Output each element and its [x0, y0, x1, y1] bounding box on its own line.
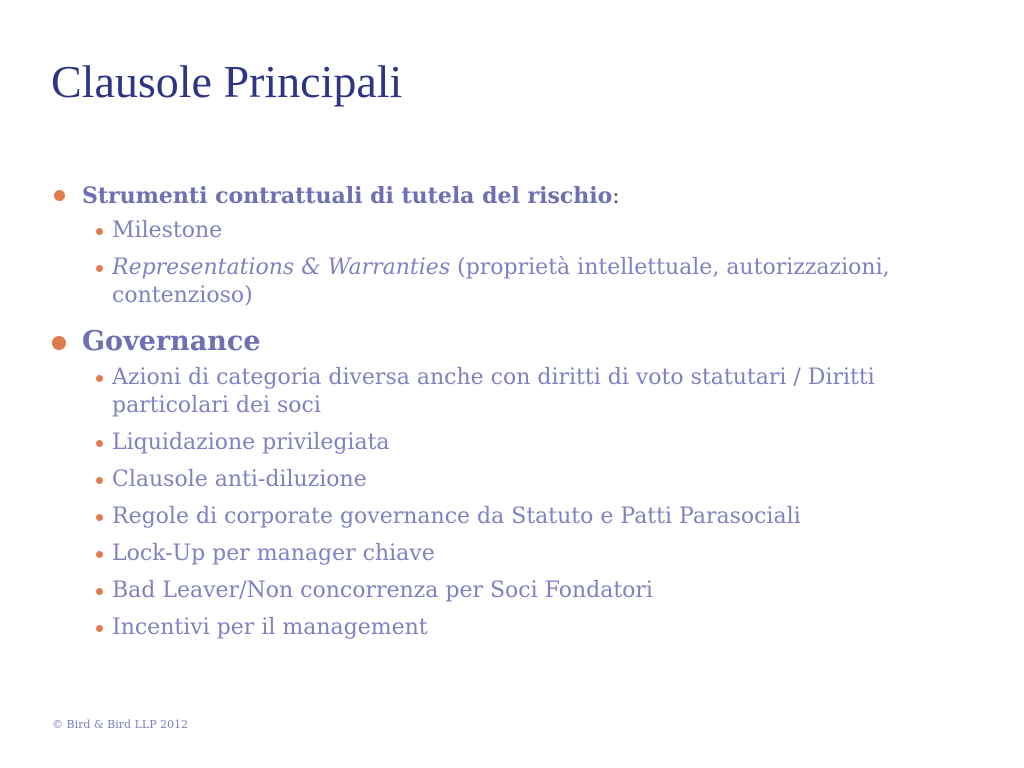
bullet-dot-icon [96, 265, 103, 272]
list-item [96, 577, 952, 605]
slide-content [52, 178, 952, 651]
slide-title: Clausole Principali [51, 56, 403, 107]
list-item-text: Clausole anti-diluzione [112, 467, 367, 492]
bullet-dot-icon [96, 228, 103, 235]
sub-list [82, 364, 952, 642]
list-item [96, 540, 952, 568]
bullet-dot-icon [96, 551, 103, 558]
list-item [96, 503, 952, 531]
bullet-dot-icon [54, 190, 65, 201]
section-heading-text: Strumenti contrattuali di tutela del rischio [82, 183, 613, 209]
list-item-text: Regole di corporate governance da Statuto e Patti Parasociali [112, 504, 801, 529]
bullet-dot-icon [96, 625, 103, 632]
list-item-text: (proprietà intellettuale, autorizzazioni, contenzioso) [112, 255, 890, 308]
list-item-text: Incentivi per il management [112, 615, 428, 640]
list-item-text: Lock-Up per manager chiave [112, 541, 435, 566]
section-heading-colon: : [612, 184, 620, 209]
section-governance [52, 322, 952, 642]
list-item [96, 614, 952, 642]
bullet-dot-icon [96, 514, 103, 521]
list-item-text: Bad Leaver/Non concorrenza per Soci Fondatori [112, 578, 653, 603]
list-item-text: Azioni di categoria diversa anche con diritti di voto statutari / Diritti particolari dei soci [112, 365, 875, 418]
section-heading: Governance [82, 326, 261, 357]
sub-list [82, 217, 952, 310]
bullet-dot-icon [96, 375, 103, 382]
section-heading [82, 178, 952, 215]
bullet-dot-icon [96, 440, 103, 447]
bullet-dot-icon [96, 477, 103, 484]
footer-copyright: © Bird & Bird LLP 2012 [52, 718, 189, 731]
list-item [96, 217, 952, 245]
list-item [96, 466, 952, 494]
list-item-text: Milestone [112, 218, 223, 243]
bullet-dot-icon [52, 336, 66, 350]
list-item-italic-text: Representations & Warranties [112, 255, 451, 280]
list-item [96, 429, 952, 457]
list-item-text: Liquidazione privilegiata [112, 430, 390, 455]
bullet-dot-icon [96, 588, 103, 595]
list-item [96, 254, 952, 310]
section-risk-tools [52, 178, 952, 310]
list-item [96, 364, 952, 420]
